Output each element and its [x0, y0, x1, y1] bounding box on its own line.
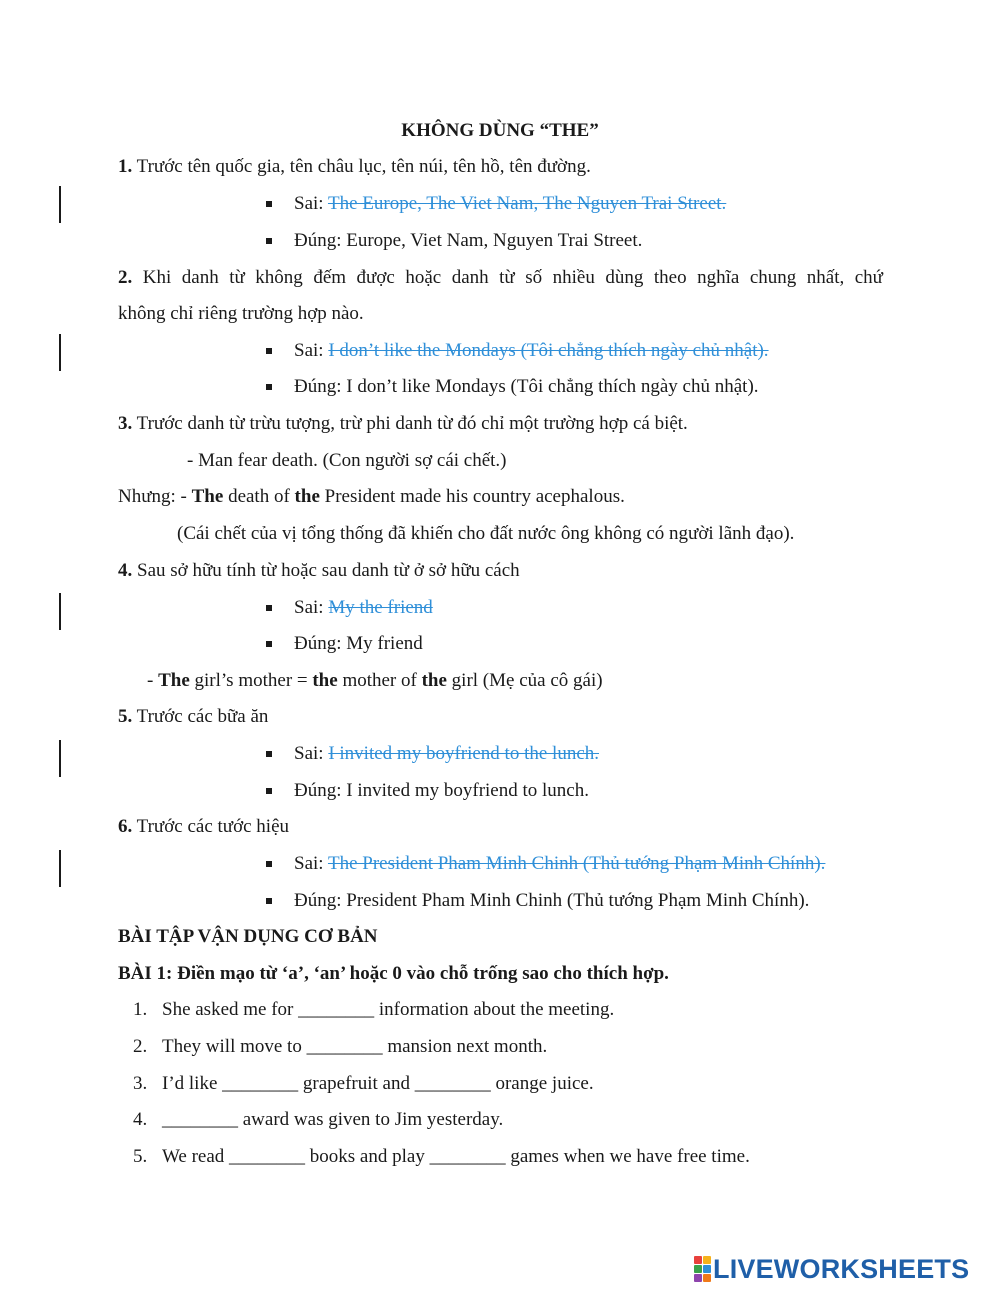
- example-text: mother of: [337, 670, 422, 691]
- exercise-text: I’d like ________ grapefruit and ________ orange juice.: [162, 1073, 594, 1094]
- article-the: the: [312, 670, 338, 691]
- right-example: Đúng: I invited my boyfriend to lunch.: [294, 780, 589, 801]
- wrong-text: My the friend: [328, 597, 433, 618]
- exercise-number: 1.: [133, 999, 148, 1020]
- wrong-text: I invited my boyfriend to the lunch.: [328, 743, 600, 764]
- example-line: [147, 669, 603, 693]
- exercise-text: She asked me for ________ information about the meeting.: [162, 999, 615, 1020]
- rule-number: 2.: [118, 267, 133, 288]
- revision-bar: [59, 850, 61, 887]
- bullet: [266, 348, 272, 354]
- rule-1: [118, 155, 591, 179]
- article-the: The: [191, 486, 224, 507]
- exercise-heading: BÀI TẬP VẬN DỤNG CƠ BẢN: [118, 926, 378, 947]
- wrong-example: [294, 192, 726, 216]
- wrong-label: Sai:: [294, 340, 329, 361]
- rule-4: [118, 559, 520, 583]
- example-translation: (Cái chết của vị tổng thống đã khiến cho đất nước ông không có người lãnh đạo).: [177, 523, 795, 544]
- bullet: [266, 788, 272, 794]
- rule-2: [118, 266, 883, 290]
- example-text: girl’s mother =: [189, 670, 313, 691]
- right-example: Đúng: My friend: [294, 633, 423, 654]
- rule-text: Trước các bữa ăn: [132, 706, 269, 727]
- bullet: [266, 201, 272, 207]
- rule-text: Sau sở hữu tính từ hoặc sau danh từ ở sở hữu cách: [132, 560, 520, 581]
- rule-number: 6.: [118, 816, 133, 837]
- liveworksheets-logo-icon: [694, 1256, 710, 1282]
- liveworksheets-logo[interactable]: [694, 1254, 969, 1284]
- article-the: The: [158, 670, 190, 691]
- right-example: Đúng: Europe, Viet Nam, Nguyen Trai Street.: [294, 230, 643, 251]
- revision-bar: [59, 186, 61, 223]
- revision-bar: [59, 593, 61, 630]
- example-text: President made his country acephalous.: [319, 486, 625, 507]
- revision-bar: [59, 740, 61, 777]
- bullet: [266, 898, 272, 904]
- rule-2-continued: không chỉ riêng trường hợp nào.: [118, 303, 364, 324]
- rule-number: 3.: [118, 413, 133, 434]
- wrong-text: I don’t like the Mondays (Tôi chẳng thích ngày chủ nhật).: [328, 340, 769, 361]
- logo-text: LIVEWORKSHEETS: [713, 1253, 970, 1284]
- rule-5: [118, 705, 268, 729]
- exercise-number: 2.: [133, 1036, 148, 1057]
- wrong-label: Sai:: [294, 193, 328, 214]
- wrong-label: Sai:: [294, 743, 329, 764]
- exercise-number: 5.: [133, 1146, 148, 1167]
- rule-3: [118, 412, 688, 436]
- wrong-text: The President Pham Minh Chinh (Thủ tướng Phạm Minh Chính).: [327, 853, 826, 874]
- article-the: the: [294, 486, 320, 507]
- rule-text: Trước danh từ trừu tượng, trừ phi danh từ đó chỉ một trường hợp cá biệt.: [132, 413, 688, 434]
- bullet: [266, 605, 272, 611]
- exercise-text: ________ award was given to Jim yesterday.: [162, 1109, 504, 1130]
- wrong-example: [294, 742, 599, 766]
- bullet: [266, 238, 272, 244]
- exercise-text: They will move to ________ mansion next month.: [162, 1036, 548, 1057]
- article-the: the: [421, 670, 447, 691]
- bullet: [266, 751, 272, 757]
- bullet: [266, 384, 272, 390]
- bullet: [266, 861, 272, 867]
- rule-6: [118, 815, 289, 839]
- wrong-label: Sai:: [294, 853, 328, 874]
- bullet: [266, 641, 272, 647]
- wrong-example: [294, 596, 433, 620]
- exercise-number: 3.: [133, 1073, 148, 1094]
- rule-text: Trước tên quốc gia, tên châu lục, tên núi, tên hồ, tên đường.: [132, 156, 591, 177]
- example-text: death of: [223, 486, 295, 507]
- wrong-label: Sai:: [294, 597, 329, 618]
- rule-number: 4.: [118, 560, 133, 581]
- exercise-title: BÀI 1: Điền mạo từ ‘a’, ‘an’ hoặc 0 vào chỗ trống sao cho thích hợp.: [118, 963, 669, 984]
- example-prefix: -: [147, 670, 159, 691]
- revision-bar: [59, 334, 61, 371]
- example-line: - Man fear death. (Con người sợ cái chết.): [187, 450, 507, 471]
- exercise-number: 4.: [133, 1109, 148, 1130]
- rule-text: Khi danh từ không đếm được hoặc danh từ số nhiều dùng theo nghĩa chung nhất, chứ: [132, 267, 883, 288]
- example-line: [118, 485, 625, 509]
- right-example: Đúng: President Pham Minh Chinh (Thủ tướng Phạm Minh Chính).: [294, 890, 810, 911]
- wrong-example: [294, 339, 769, 363]
- exercise-text: We read ________ books and play ________ games when we have free time.: [162, 1146, 750, 1167]
- example-text: girl (Mẹ của cô gái): [446, 670, 603, 691]
- right-example: Đúng: I don’t like Mondays (Tôi chẳng thích ngày chủ nhật).: [294, 376, 759, 397]
- wrong-example: [294, 852, 825, 876]
- wrong-text: The Europe, The Viet Nam, The Nguyen Trai Street.: [327, 193, 727, 214]
- page-title: KHÔNG DÙNG “THE”: [401, 120, 599, 141]
- example-prefix: Nhưng: -: [118, 486, 192, 507]
- rule-number: 1.: [118, 156, 133, 177]
- rule-number: 5.: [118, 706, 133, 727]
- rule-text: Trước các tước hiệu: [132, 816, 290, 837]
